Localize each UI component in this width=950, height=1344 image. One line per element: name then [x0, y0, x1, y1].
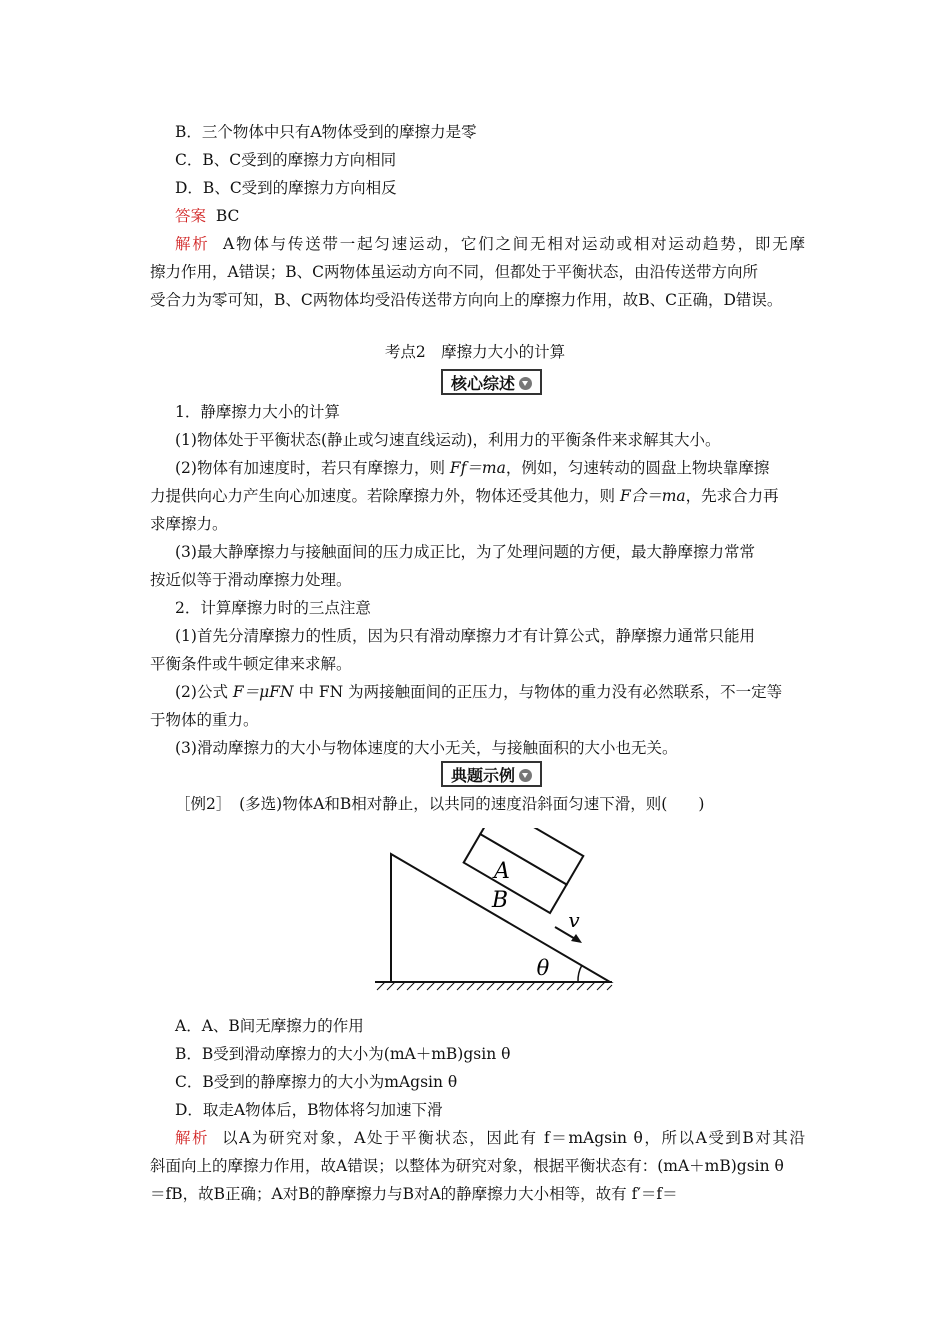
badge-core-summary: 核心综述	[441, 369, 542, 395]
core-q1a: (1)首先分清摩擦力的性质，因为只有滑动摩擦力才有计算公式，静摩擦力通常只能用	[175, 627, 755, 645]
core-p2c: 求摩擦力。	[150, 515, 228, 533]
formula-ff: Ff＝ma	[449, 459, 506, 477]
core-p2b: 力提供向心力产生向心加速度。若除摩擦力外，物体还受其他力，则 F合＝ma，先求合力再	[150, 487, 779, 505]
chevron-down-icon	[519, 769, 532, 782]
badge-example: 典题示例	[441, 761, 542, 787]
analysis2-line2: 斜面向上的摩擦力作用，故A错误；以整体为研究对象，根据平衡状态有：(mA＋mB)gsin θ	[150, 1157, 784, 1175]
core-heading-2: 2．计算摩擦力时的三点注意	[175, 599, 371, 617]
chevron-down-icon	[519, 377, 532, 390]
answer-line	[175, 206, 239, 226]
analysis1-label: 解析	[175, 235, 210, 253]
analysis1-line3: 受合力为零可知，B、C两物体均受沿传送带方向向上的摩擦力作用，故B、C正确，D错误。	[150, 291, 783, 309]
example-option-a: A．A、B间无摩擦力的作用	[175, 1017, 364, 1035]
section-title: 考点2 摩擦力大小的计算	[384, 343, 566, 361]
core-q2a: (2)公式 F＝μFN 中 FN 为两接触面间的正压力，与物体的重力没有必然联系，不一定等	[175, 683, 783, 701]
angle-arc	[578, 965, 582, 982]
incline-figure	[360, 828, 630, 1013]
core-q2b: 于物体的重力。	[150, 711, 259, 729]
velocity-label: v	[568, 908, 580, 932]
answer-label: 答案	[175, 207, 207, 225]
core-q1b: 平衡条件或牛顿定律来求解。	[150, 655, 352, 673]
core-q3: (3)滑动摩擦力的大小与物体速度的大小无关，与接触面积的大小也无关。	[175, 739, 678, 757]
block-a-label: A	[494, 859, 510, 884]
prev-option-d: D．B、C受到的摩擦力方向相反	[175, 179, 397, 197]
formula-friction: F＝μFN	[232, 683, 294, 701]
core-p3b: 按近似等于滑动摩擦力处理。	[150, 571, 352, 589]
formula-fnet: F合＝ma	[619, 487, 686, 505]
prev-option-c: C．B、C受到的摩擦力方向相同	[175, 151, 397, 169]
ground-hatching	[377, 982, 612, 990]
example-stem: ［例2］ (多选)物体A和B相对静止，以共同的速度沿斜面匀速下滑，则( )	[175, 795, 705, 813]
answer-value: BC	[215, 207, 240, 225]
analysis1-line2: 擦力作用，A错误；B、C两物体虽运动方向不同，但都处于平衡状态，由沿传送带方向所	[150, 263, 758, 281]
blocks-group	[464, 828, 584, 913]
prev-option-b: B．三个物体中只有A物体受到的摩擦力是零	[175, 123, 477, 141]
block-b-label: B	[491, 888, 509, 913]
core-heading-1: 1．静摩擦力大小的计算	[175, 403, 340, 421]
angle-label: θ	[536, 956, 550, 980]
core-p2a: (2)物体有加速度时，若只有摩擦力，则 Ff＝ma，例如，匀速转动的圆盘上物块靠摩擦	[175, 459, 770, 477]
analysis2-line1: 解析 以A为研究对象，A处于平衡状态，因此有 f＝mAgsin θ，所以A受到B对其沿	[175, 1129, 805, 1147]
core-p3a: (3)最大静摩擦力与接触面间的压力成正比，为了处理问题的方便，最大静摩擦力常常	[175, 543, 755, 561]
analysis2-line3: ＝fB，故B正确；A对B的静摩擦力与B对A的静摩擦力大小相等，故有 f′＝f＝	[150, 1185, 678, 1203]
example-option-b: B．B受到滑动摩擦力的大小为(mA＋mB)gsin θ	[175, 1045, 511, 1063]
analysis2-label: 解析	[175, 1129, 210, 1147]
core-p1: (1)物体处于平衡状态(静止或匀速直线运动)，利用力的平衡条件来求解其大小。	[175, 431, 721, 449]
example-option-d: D．取走A物体后，B物体将匀加速下滑	[175, 1101, 443, 1119]
example-option-c: C．B受到的静摩擦力的大小为mAgsin θ	[175, 1073, 458, 1091]
analysis1-line1: 解析 A物体与传送带一起匀速运动，它们之间无相对运动或相对运动趋势，即无摩	[175, 235, 805, 253]
